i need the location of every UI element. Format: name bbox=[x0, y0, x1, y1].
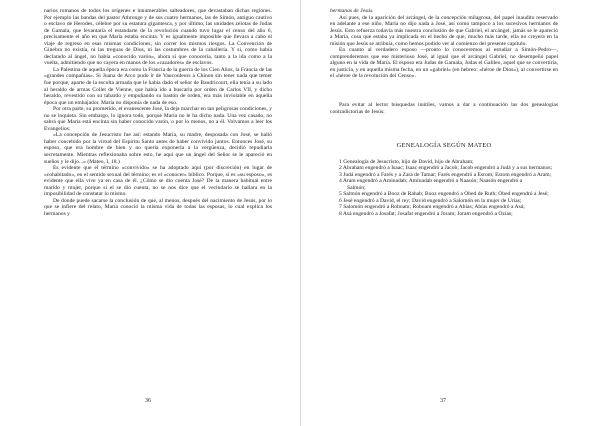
quotation: «La concepción de Jesucristo fue así: estando María, su madre, desposada con José, se halló haber concebido por la virtud del Espíritu Santo antes de haber convivido juntos. Entonces José, su esposo, que era hombre de bien y no quería exponerla a la vergüenza, decidió repudiarla secretamente. Mientras reflexionaba sobre esto, he aquí que un ángel del Señor se le apareció en sueños y le dijo...» (Mateo, I, 18.) bbox=[44, 132, 272, 165]
page-number: 36 bbox=[145, 398, 151, 404]
paragraph: En cuanto al verdadero esposo —pronto lo conoceremos al estudiar a Simón-Pedro—, comprenderemos que ese misterioso José, al igual que el arcángel Gabriel, no desempeñó papel alguno en la vida de María. El esposo era Judas de Gamala, Judas el Galileo, aquel que se convertiría, en justicia, y en aquella misma fecha, en un «gabriel» (en hebreo: «héroe de Dios»), al convertirse en el «héroe de la revolución del Censo». bbox=[330, 47, 558, 80]
paragraph: hermanas de Jesús. bbox=[330, 8, 374, 14]
paragraph: Para evitar al lector búsquedas inútiles, vamos a dar a continuación las dos genealogías contradictorias de Jesús: bbox=[330, 102, 558, 115]
right-page bbox=[300, 0, 600, 426]
left-page-text bbox=[44, 8, 272, 218]
paragraph: Por otra parte, su prometido, el evanescente José, la deja marchar en tan peligrosas condiciones, y no se inquieta. Sin embargo, lo ignora todo, porque María no le ha dicho nada. Una vez casado, no sabrá que María está encinta sin haber conocido varón, o por lo menos, no a él. Volvamos a leer los Evangelios: bbox=[44, 106, 272, 132]
page-number: 37 bbox=[440, 398, 446, 404]
genealogy-line: 7 Salomón engendró a Roboam; Roboam engendró a Abías; Abías engendró a Asá; bbox=[339, 204, 525, 211]
genealogy-line: 6 Jesé engendró a David, el rey; David engendró a Salomón en la mujer de Urías; bbox=[339, 197, 522, 204]
paragraph: Es evidente que el término «convivido» se ha adoptado aquí (por discreción) en lugar de «cohabitado», en el sentido sexual del término; es el «conocer» bíblico. Porque, si es «su esposo», es evidente que ella vive ya en casa de él. ¿Cómo se dio cuenta José? De la manera habitual entre marido y mujer, porque si el se dio cuenta, no se nos dice que el vecindario se hallara en la imposibilidad de constatar lo mismo. bbox=[44, 165, 272, 198]
paragraph: La Palestina de aquella época era como la Francia de la guerra de los Cien Años, la Francia de las «grandes compañías». Si Juana de Arco pudo ir de Vaucouleurs a Chinon sin tener nada que temer fue porque, aparte de la escolta armada que le había dado el señor de Baudricourt, ella tenía a su lado al heraldo de armas Collet de Vienne, que había ido a buscarla por orden de Carlos VII, y dicho heraldo, revestido con su tabardo y empuñando su bastón de orden, era más inviolable en aquella época que un embajador. María no disponía de nada de eso. bbox=[44, 66, 272, 106]
genealogy-line: 8 Asá engendró a Josafat; Josafat engendró a Joram; Joram engendró a Ozías; bbox=[339, 211, 513, 218]
paragraph: narios romanos de todos los orígenes e innumerables salteadores, que devastaban dichas regiones. Por ejemplo las bandas del pastor Athronge y de sus cuatro hermanos, las de Simón, antiguo cautivo o esclavo de Herodes, célebre por su estatura gigantesca, y por último, las unidades zelotas de Judas de Gamala, que levantaría el estandarte de la revolución cuando tuvo lugar el censo del año 6, precisamente el año en que María estaba encinta. Y es igualmente imposible que llevara a cabo el viaje de regreso en esas mismas condiciones, sin correr los mismos riesgos. La Convención de Ginebra no existía, ni las treguas de Dios, ni las costumbres de la caballería. Y si, como había declarado al ángel, no había «conocido varón», ahora sí que conocería, tanto a la ida como a la vuelta, admitiendo que no cayera en manos de los «cazadores» de esclavos. bbox=[44, 8, 272, 67]
right-page-text bbox=[330, 8, 558, 218]
section-heading: GENEALOGÍA SEGÚN MATEO bbox=[396, 142, 492, 150]
genealogy-line: 3 Judá engendró a Farés y a Zara de Tamar; Farés engendró a Esrom; Esrom engendró a Aram; bbox=[339, 171, 552, 178]
genealogy-line: 5 Salmón engendró a Booz de Rahab; Booz engendró a Obed de Ruth; Obed engendró a Jesé; bbox=[339, 191, 549, 198]
genealogy-line: Salmón; bbox=[347, 184, 366, 191]
genealogy-line: 4 Aram engendró a Aminadab; Aminadab engendró a Naasón; Naasón engendró a bbox=[339, 178, 523, 185]
genealogy-line: 2 Abraham engendró a Isaac; Isaac engendró a Jacob; Jacob engendró a Judá y a sus hermanos; bbox=[339, 165, 553, 172]
genealogy-line: 1 Genealogía de Jesucristo, hijo de David, hijo de Abraham; bbox=[339, 158, 474, 165]
paragraph: De donde puede sacarse la conclusión de que, al menos, después del nacimiento de Jesús, por lo que se infiere del relato, María conoció la misma vida de todas las esposas, lo cual explica los hermanos y bbox=[44, 197, 272, 217]
paragraph: Así pues, de la aparición del arcángel, de la concepción milagrosa, del papel inaudito reservado en adelante a ese niño, María no dijo nada a José, así como tampoco a los sucesivos hermanos de Jesús. Esto refuerza todavía más nuestra conclusión de que Gabriel, el arcángel, jamás se le apareció a María, cosa que estaba ya implicada en el hecho de que, mucho más tarde, ella no creyera en la misión que Jesús se atribuía, como hemos podido ver al comienzo del presente capítulo. bbox=[330, 14, 558, 47]
